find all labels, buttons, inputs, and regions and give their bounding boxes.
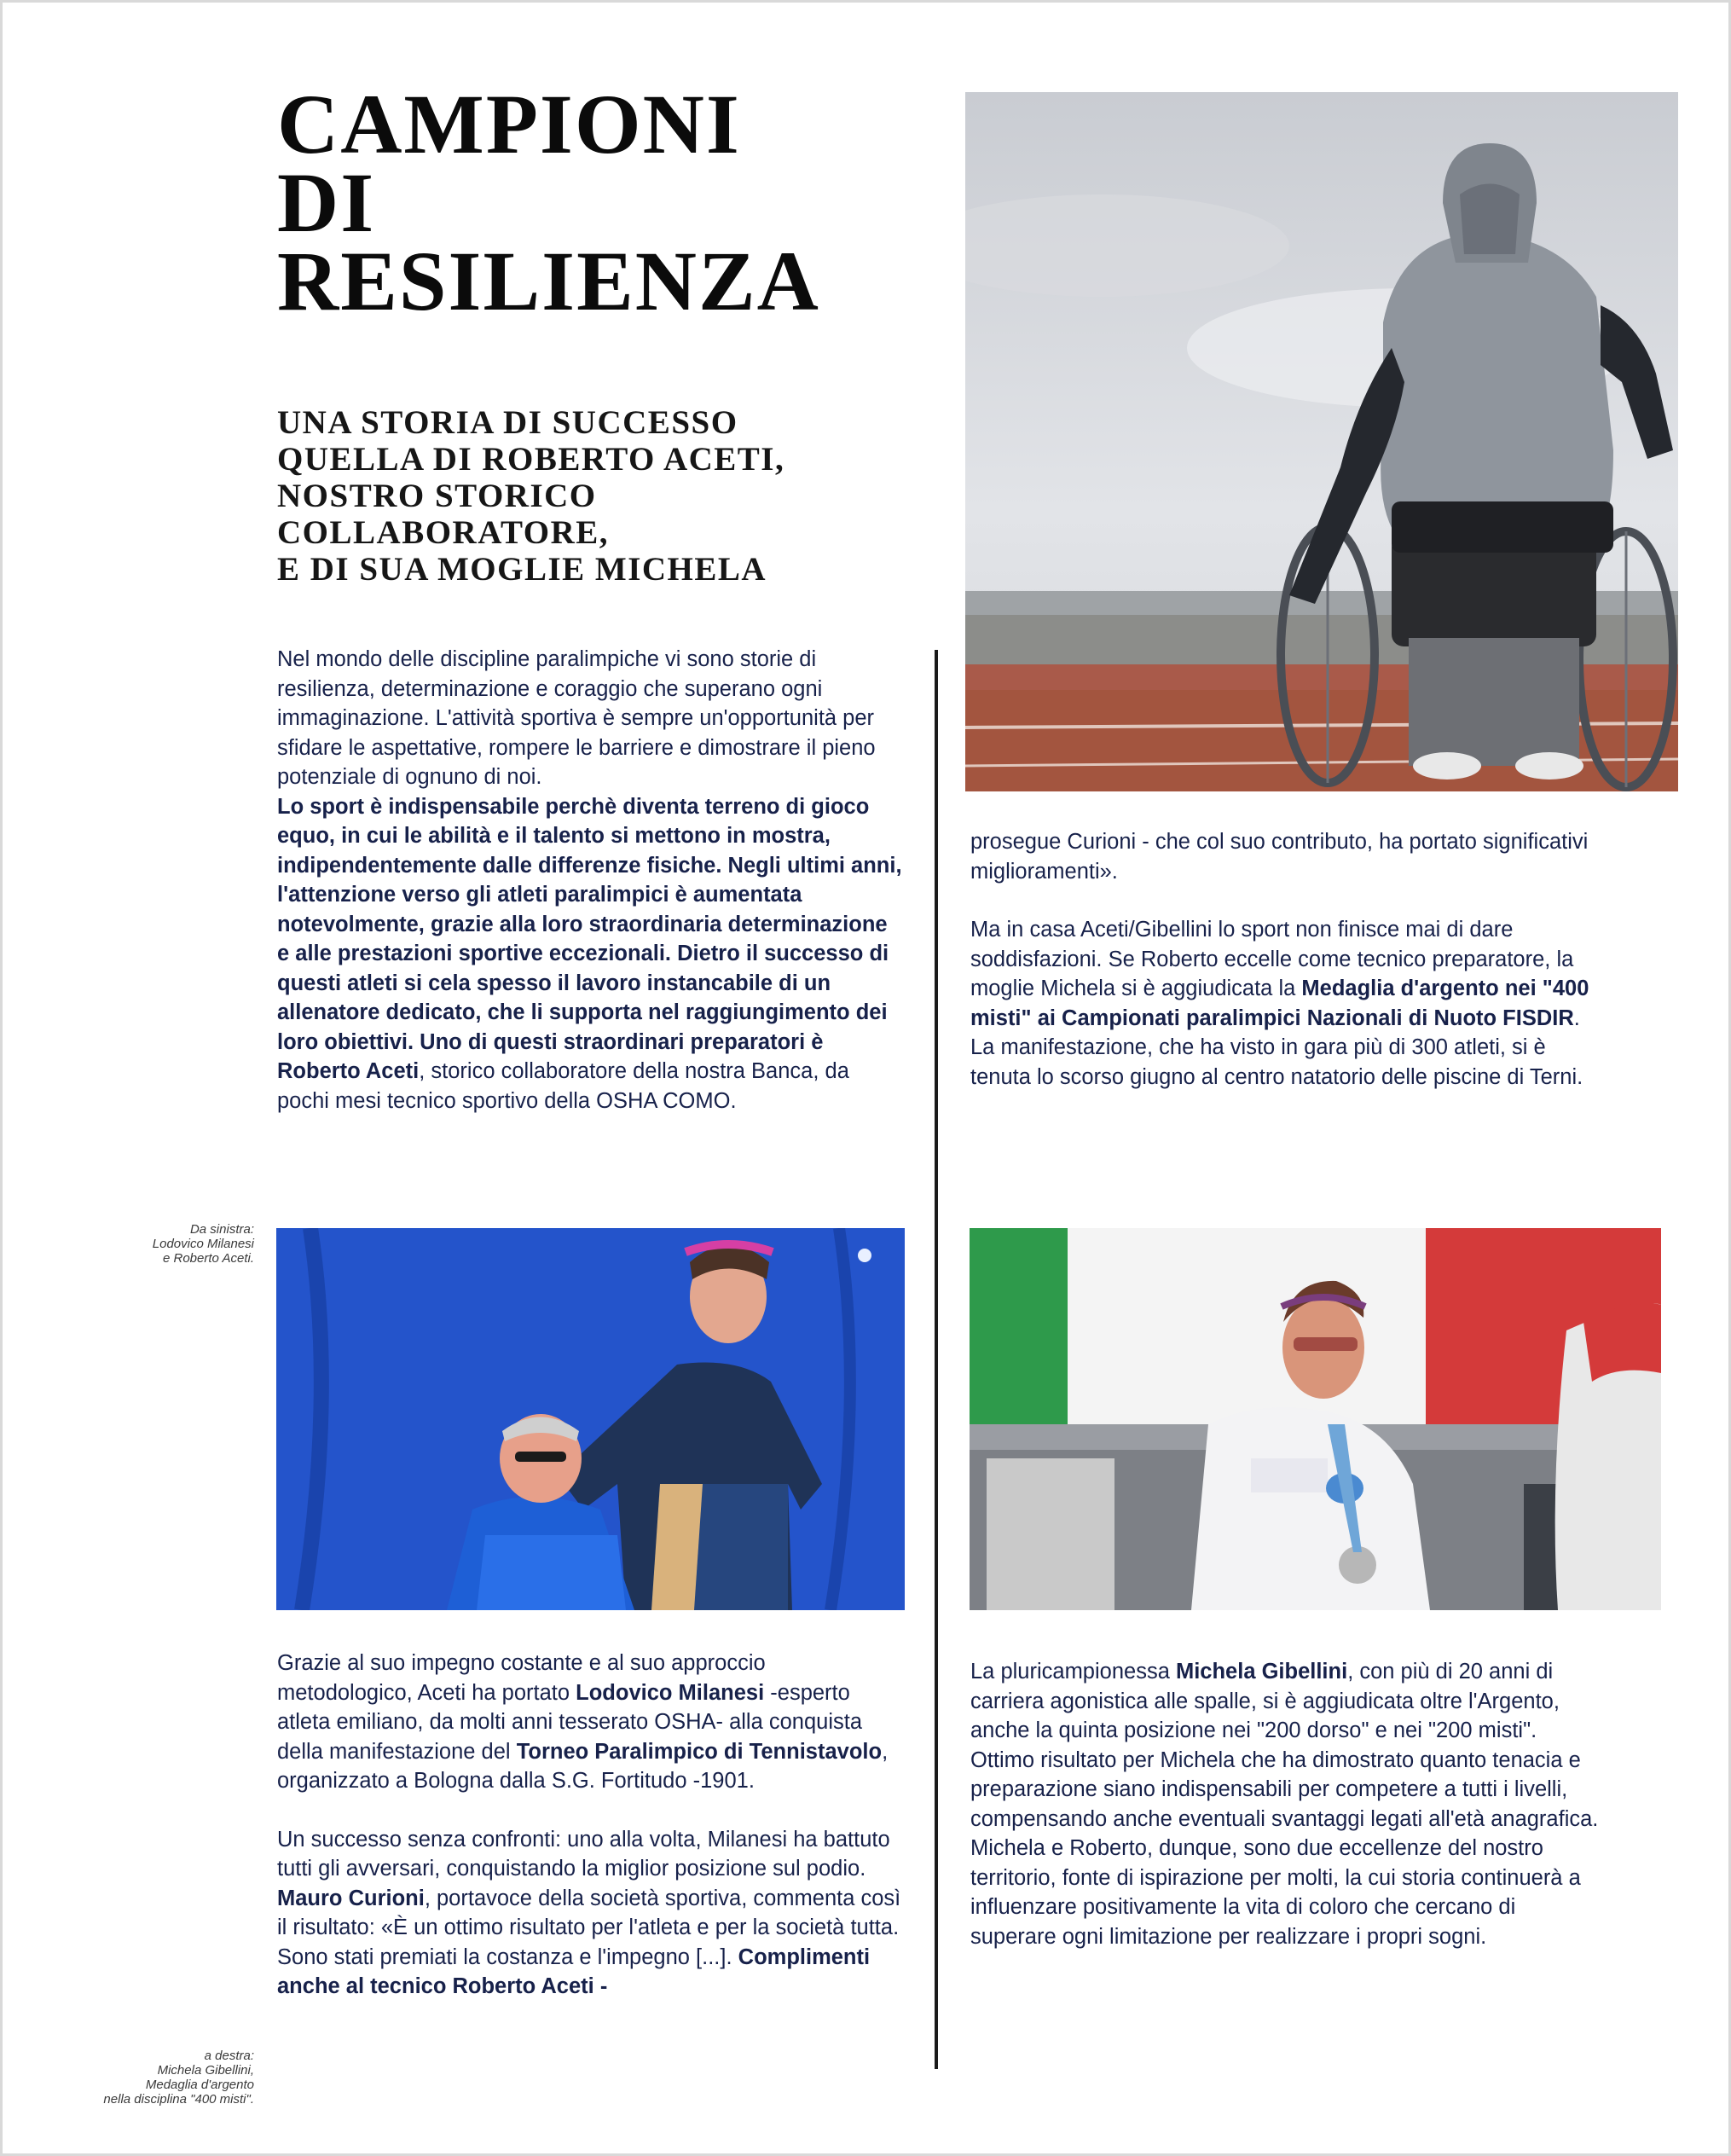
subtitle-line: NOSTRO STORICO (277, 478, 597, 514)
paragraph-part: , con più di 20 anni di carriera agonistica alle spalle, si è aggiudicata oltre l'Argento, anche la quinta posizione nei "200 dorso" e nei "200 misti". (970, 1660, 1560, 1742)
bold-highlight: Torneo Paralimpico di Tennistavolo (516, 1739, 883, 1764)
paragraph-part: Ma in casa Aceti/Gibellini lo sport non finisce mai di dare soddisfazioni. Se Roberto eccelle come tecnico preparatore, la moglie Michela si è aggiudicata la (970, 918, 1574, 1000)
table-tennis-photo (276, 1228, 905, 1610)
paragraph (277, 792, 904, 1116)
paragraph-part: , portavoce della società sportiva, commenta così il risultato: «È un ottimo risultato per l'atleta e per la società tutta. Sono stati premiati la costanza e l'impegno [...]. (277, 1886, 901, 1969)
paragraph-part: . La manifestazione, che ha visto in gara più di 300 atleti, si è tenuta lo scorso giugno al centro natatorio delle piscine di Terni. (970, 1006, 1583, 1089)
paragraph-part: Grazie al suo impegno costante e al suo approccio metodologico, Aceti ha portato (277, 1651, 766, 1705)
caption-line: Michela Gibellini, (157, 2063, 254, 2078)
subtitle-line: QUELLA DI ROBERTO ACETI, (277, 441, 785, 478)
bold-name: Michela Gibellini (1175, 1660, 1348, 1684)
article-title (277, 77, 959, 328)
bold-name: Lodovico Milanesi (576, 1680, 765, 1705)
paragraph (277, 1825, 904, 2002)
paragraph: Nel mondo delle discipline paralimpiche vi sono storie di resilienza, determinazione e coraggio che superano ogni immaginazione. L'attività sportiva è sempre un'opportunità per sfidare le aspettative, rompere le barriere e dimostrare il pieno potenziale di ognuno di noi. (277, 647, 876, 789)
wheelchair-athlete-photo (965, 92, 1678, 791)
right-column-middle (970, 827, 1601, 1092)
paragraph-gap (277, 1796, 904, 1825)
right-column-bottom (970, 1657, 1601, 1951)
paragraph-gap (970, 886, 1601, 915)
caption-line: Da sinistra: (189, 1222, 254, 1237)
caption-line: e Roberto Aceti. (163, 1251, 254, 1266)
bold-name: Mauro Curioni (277, 1886, 425, 1910)
paragraph-part: Un successo senza confronti: uno alla volta, Milanesi ha battuto tutti gli avversari, conquistando la miglior posizione sul podio. (277, 1827, 890, 1881)
bold-name: Roberto Aceti (277, 1059, 420, 1083)
caption-line: Medaglia d'argento (145, 2078, 254, 2092)
paragraph (277, 1649, 904, 1796)
bold-highlight: Complimenti anche al tecnico Roberto Aceti - (277, 1944, 871, 1998)
paragraph (970, 1657, 1601, 1746)
paragraph-part: La pluricampionessa (970, 1660, 1176, 1684)
title-line: DI (277, 155, 376, 250)
title-line: RESILIENZA (277, 234, 820, 328)
title-line: CAMPIONI (277, 77, 741, 171)
paragraph-part: -esperto atleta emiliano, da molti anni tesserato OSHA- alla conquista della manifestazione del (277, 1680, 863, 1764)
paragraph: Ottimo risultato per Michela che ha dimostrato quanto tenacia e preparazione siano indispensabili per competere a tutti i livelli, compensando anche eventuali svantaggi legati all'età anagrafica. (970, 1747, 1599, 1831)
column-divider (935, 650, 938, 2069)
paragraph-part: , storico collaboratore della nostra Banca, da pochi mesi tecnico sportivo della OSHA COMO. (277, 1059, 849, 1113)
photo-caption-left (68, 1222, 254, 1266)
caption-line: Lodovico Milanesi (152, 1237, 254, 1251)
paragraph (970, 915, 1601, 1092)
caption-line: a destra: (204, 2049, 254, 2063)
swimmer-medal-photo (970, 1228, 1661, 1610)
left-column-bottom (277, 1649, 904, 2002)
bold-highlight: Medaglia d'argento nei "400 misti" ai Campionati paralimpici Nazionali di Nuoto FISDIR (970, 977, 1589, 1030)
paragraph: prosegue Curioni - che col suo contributo, ha portato significativi miglioramenti». (970, 830, 1589, 884)
photo-caption-right (43, 2049, 254, 2107)
caption-line: nella disciplina "400 misti". (103, 2092, 254, 2107)
paragraph: Michela e Roberto, dunque, sono due eccellenze del nostro territorio, fonte di ispirazione per molti, la cui storia continuerà a influenzare positivamente la vita di coloro che cercano di superare ogni limitazione per realizzare i propri sogni. (970, 1836, 1581, 1949)
subtitle-line: UNA STORIA DI SUCCESSO (277, 404, 738, 441)
article-subtitle (277, 404, 959, 588)
subtitle-line: COLLABORATORE, (277, 514, 610, 551)
left-column-top (277, 645, 904, 1116)
paragraph-part: Lo sport è indispensabile perchè diventa terreno di gioco equo, in cui le abilità e il talento si mettono in mostra, indipendentemente dalle differenze fisiche. Negli ultimi anni, l'attenzione verso gli atleti paralimpici è aumentata notevolmente, grazie alla loro straordinaria determinazione e alle prestazioni sportive eccezionali. Dietro il successo di questi atleti si cela spesso il lavoro instancabile di un allenatore dedicato, che li supporta nel raggiungimento dei loro obiettivi. Uno di questi straordinari preparatori è (277, 794, 902, 1054)
paragraph-part: , organizzato a Bologna dalla S.G. Fortitudo -1901. (277, 1739, 889, 1793)
subtitle-line: E DI SUA MOGLIE MICHELA (277, 551, 767, 588)
